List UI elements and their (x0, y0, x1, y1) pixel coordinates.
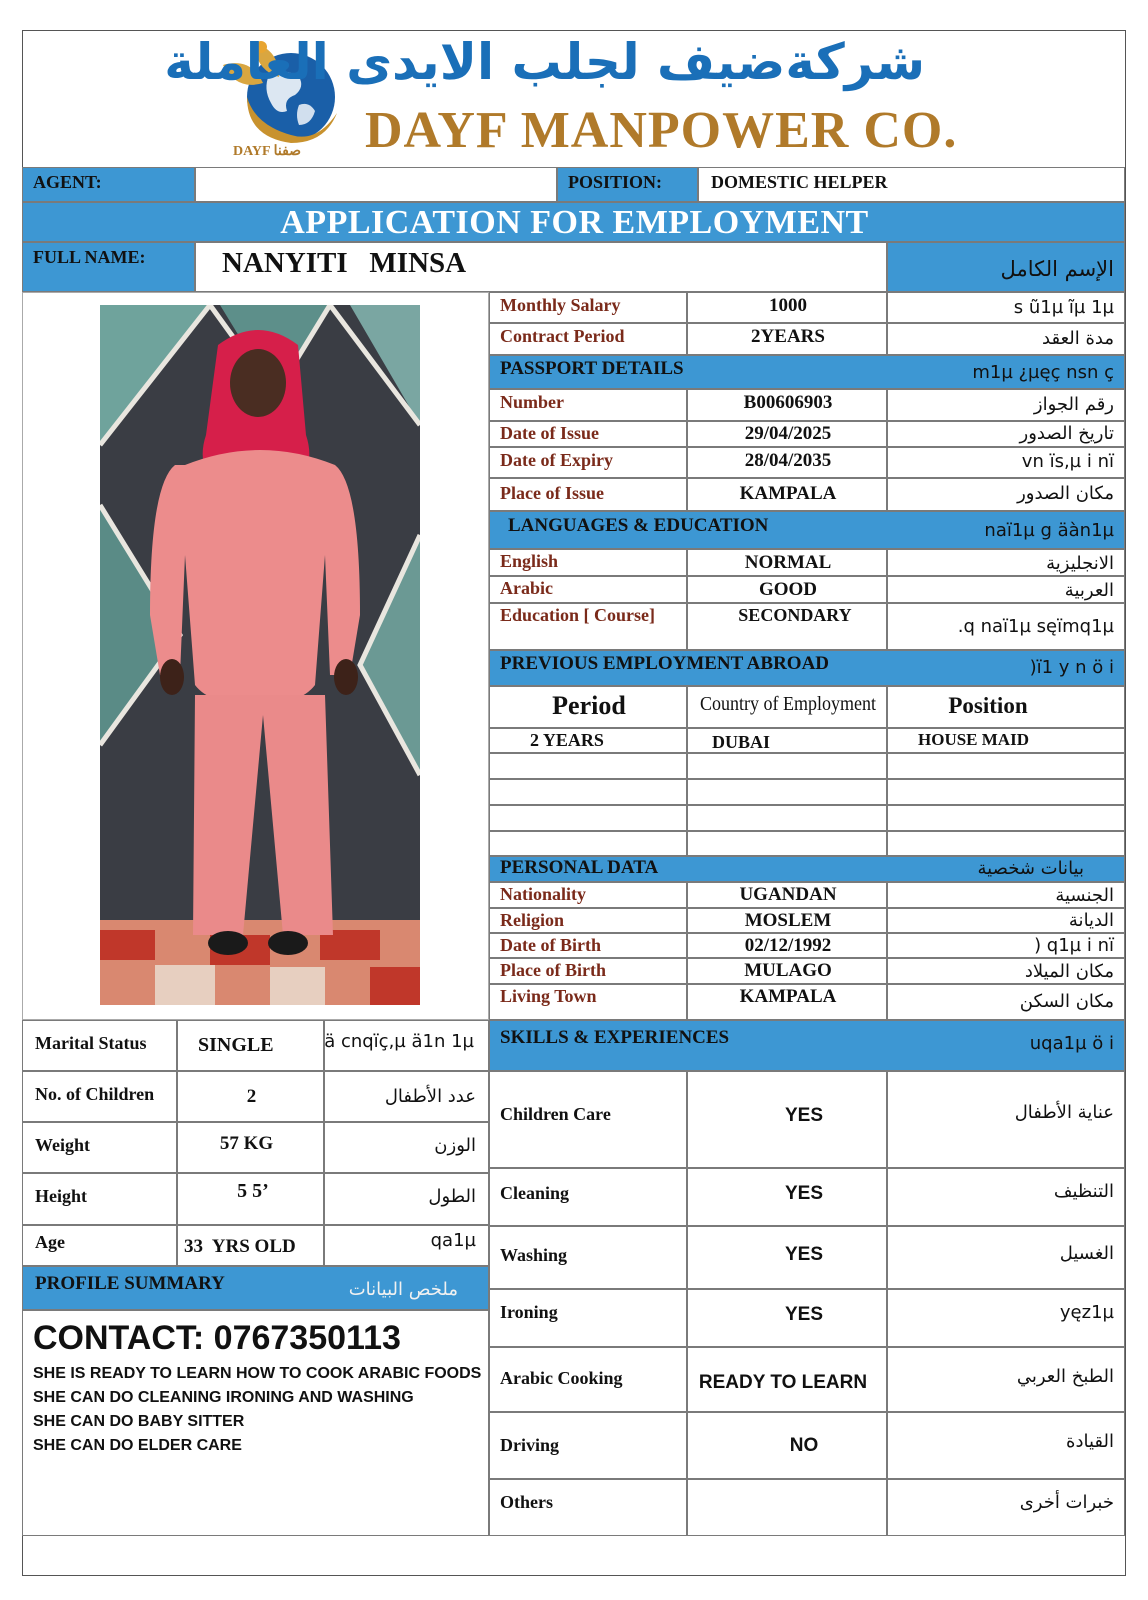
driving-value-cell (687, 1412, 887, 1479)
issue-place-arabic: مكان الصدور (1017, 483, 1114, 504)
age-arabic: qa1µ (430, 1230, 476, 1251)
expiry-date-value-cell (687, 447, 887, 478)
children-care-value: YES (784, 1105, 824, 1126)
arabic-value-cell (687, 576, 887, 603)
english-label: English (500, 551, 559, 571)
age-arabic-cell (324, 1225, 489, 1266)
company-name-arabic: شركةضيف لجلب الايدى العاملة (164, 33, 925, 91)
children-label-cell (22, 1071, 177, 1122)
svg-text:DAYF صفنا: DAYF صفنا (233, 144, 302, 159)
religion-label-cell (489, 908, 687, 933)
religion-arabic: الديانة (1068, 910, 1114, 931)
children-care-value-cell (687, 1071, 887, 1168)
town-arabic: مكان السكن (1019, 991, 1114, 1012)
ironing-arabic-cell (887, 1289, 1125, 1347)
prev-empty-cell (489, 753, 687, 779)
marital-value-cell (177, 1020, 324, 1071)
driving-value: NO (789, 1435, 819, 1456)
prev-position-cell (887, 728, 1125, 753)
nationality-value: UGANDAN (739, 884, 837, 905)
driving-label: Driving (500, 1435, 560, 1455)
arabic-arabic: العربية (1064, 580, 1114, 601)
position-col-header-cell (887, 686, 1125, 728)
contract-period-value-cell (687, 323, 887, 355)
ironing-value: YES (784, 1304, 824, 1325)
education-label: Education [ Course] (500, 605, 656, 625)
passport-number-label: Number (500, 392, 564, 412)
title-bar (22, 202, 1125, 242)
height-arabic: الطول (428, 1186, 476, 1207)
cleaning-arabic-cell (887, 1168, 1125, 1226)
arabic-label: Arabic (500, 578, 553, 598)
dob-arabic: ) q1µ i nï (1034, 935, 1114, 956)
applicant-photo (100, 305, 420, 1005)
weight-label: Weight (35, 1135, 91, 1155)
weight-label-cell (22, 1122, 177, 1173)
prev-country-value: DUBAI (712, 732, 771, 752)
languages-header (489, 511, 1125, 549)
prev-empty-cell (687, 831, 887, 856)
personal-header (489, 856, 1125, 882)
cleaning-arabic: التنظيف (1053, 1181, 1114, 1202)
profile-line: SHE CAN DO CLEANING IRONING AND WASHING (33, 1389, 414, 1406)
salary-value-cell (687, 292, 887, 323)
cleaning-value: YES (784, 1183, 824, 1204)
fullname-value: NANYITI MINSA (222, 247, 467, 279)
age-label: Age (35, 1232, 65, 1252)
height-arabic-cell (324, 1173, 489, 1225)
pob-arabic: مكان الميلاد (1024, 961, 1114, 982)
education-arabic: .q naï1µ sęïmq1µ (957, 616, 1114, 637)
cooking-label-cell (489, 1347, 687, 1412)
issue-date-label-cell (489, 421, 687, 447)
religion-label: Religion (500, 910, 565, 930)
prev-empty-cell (887, 805, 1125, 831)
profile-header-arabic: ملخص البيانات (348, 1279, 458, 1300)
salary-label: Monthly Salary (500, 295, 621, 315)
contract-period-label: Contract Period (500, 326, 625, 346)
prev-empty-cell (887, 753, 1125, 779)
languages-header-label: LANGUAGES & EDUCATION (508, 515, 769, 536)
skills-header-arabic: uqa1µ ö i (1029, 1033, 1114, 1054)
english-label-cell (489, 549, 687, 576)
town-value-cell (687, 984, 887, 1020)
country-col-header-cell (687, 686, 887, 728)
height-label-cell (22, 1173, 177, 1225)
profile-line: SHE CAN DO BABY SITTER (33, 1413, 245, 1430)
languages-header-arabic: naï1µ g äàn1µ (984, 520, 1114, 541)
age-label-cell (22, 1225, 177, 1266)
cooking-value-cell (687, 1347, 887, 1412)
salary-arabic-cell (887, 292, 1125, 323)
arabic-arabic-cell (887, 576, 1125, 603)
dob-value: 02/12/1992 (744, 935, 832, 956)
fullname-value-cell (195, 242, 887, 292)
driving-label-cell (489, 1412, 687, 1479)
dob-label: Date of Birth (500, 935, 601, 955)
nationality-label: Nationality (500, 884, 587, 904)
country-col-header: Country of Employment (699, 693, 876, 715)
profile-header-label: PROFILE SUMMARY (35, 1273, 225, 1294)
issue-place-label-cell (489, 478, 687, 511)
education-label-cell (489, 603, 687, 650)
prev-period-value: 2 YEARS (530, 730, 604, 750)
religion-arabic-cell (887, 908, 1125, 933)
agent-label: AGENT: (33, 172, 102, 192)
english-value: NORMAL (744, 552, 832, 573)
position-value: DOMESTIC HELPER (711, 172, 888, 192)
dob-value-cell (687, 933, 887, 958)
photo-cell (22, 292, 489, 1020)
others-arabic: خبرات أخرى (1019, 1492, 1114, 1513)
nationality-arabic-cell (887, 882, 1125, 908)
height-label: Height (35, 1186, 87, 1206)
passport-header-arabic: m1µ ¿µęç nsn ç (972, 362, 1114, 383)
prev-empty-cell (687, 805, 887, 831)
agent-value-cell (195, 167, 557, 202)
cleaning-label: Cleaning (500, 1183, 570, 1203)
washing-arabic-cell (887, 1226, 1125, 1289)
issue-place-value-cell (687, 478, 887, 511)
children-care-label: Children Care (500, 1104, 611, 1124)
expiry-date-value: 28/04/2035 (744, 450, 832, 471)
previous-header (489, 650, 1125, 686)
skills-header (489, 1020, 1125, 1071)
washing-label: Washing (500, 1245, 568, 1265)
marital-label: Marital Status (35, 1033, 147, 1053)
dob-label-cell (489, 933, 687, 958)
skills-header-label: SKILLS & EXPERIENCES (500, 1027, 730, 1048)
pob-value-cell (687, 958, 887, 984)
cleaning-label-cell (489, 1168, 687, 1226)
children-arabic: عدد الأطفال (384, 1086, 476, 1107)
age-value-cell (177, 1225, 324, 1266)
children-arabic-cell (324, 1071, 489, 1122)
passport-number-arabic-cell (887, 389, 1125, 421)
prev-empty-cell (887, 831, 1125, 856)
profile-body (22, 1310, 489, 1536)
prev-position-value: HOUSE MAID (918, 730, 1029, 749)
period-col-header-cell (489, 686, 687, 728)
weight-arabic: الوزن (434, 1135, 476, 1156)
passport-header-label: PASSPORT DETAILS (500, 358, 684, 379)
personal-header-arabic: بيانات شخصية (977, 858, 1084, 879)
ironing-arabic: yęz1µ (1059, 1302, 1114, 1323)
nationality-arabic: الجنسية (1055, 885, 1114, 906)
weight-value: 57 KG (219, 1133, 274, 1154)
ironing-label-cell (489, 1289, 687, 1347)
pob-label-cell (489, 958, 687, 984)
position-label-cell (557, 167, 698, 202)
education-arabic-cell (887, 603, 1125, 650)
age-value: 33 YRS OLD (184, 1236, 296, 1257)
weight-arabic-cell (324, 1122, 489, 1173)
passport-number-label-cell (489, 389, 687, 421)
education-value-cell (687, 603, 887, 650)
salary-arabic: s ũ1µ ĩµ 1µ (1013, 297, 1114, 318)
children-label: No. of Children (35, 1084, 155, 1104)
children-value-cell (177, 1071, 324, 1122)
washing-value: YES (784, 1244, 824, 1265)
cooking-label: Arabic Cooking (500, 1368, 623, 1388)
previous-header-label: PREVIOUS EMPLOYMENT ABROAD (500, 653, 830, 674)
washing-value-cell (687, 1226, 887, 1289)
expiry-date-arabic-cell (887, 447, 1125, 478)
arabic-label-cell (489, 576, 687, 603)
arabic-value: GOOD (758, 579, 818, 600)
english-value-cell (687, 549, 887, 576)
children-care-arabic: عناية الأطفال (1014, 1102, 1114, 1123)
contract-period-arabic-cell (887, 323, 1125, 355)
town-label: Living Town (500, 986, 597, 1006)
issue-place-label: Place of Issue (500, 483, 604, 503)
issue-date-value: 29/04/2025 (744, 423, 832, 444)
company-header (23, 31, 1125, 167)
expiry-date-label-cell (489, 447, 687, 478)
religion-value: MOSLEM (744, 910, 832, 931)
profile-line: SHE IS READY TO LEARN HOW TO COOK ARABIC FOODS (33, 1365, 482, 1382)
passport-number-value: B00606903 (743, 392, 833, 413)
education-value: SECONDARY (738, 605, 852, 625)
fullname-arabic-cell (887, 242, 1125, 292)
position-col-header: Position (948, 693, 1028, 718)
prev-country-cell (687, 728, 887, 753)
position-value-cell (698, 167, 1125, 202)
driving-arabic-cell (887, 1412, 1125, 1479)
contract-period-value: 2YEARS (751, 326, 825, 347)
nationality-value-cell (687, 882, 887, 908)
children-care-label-cell (489, 1071, 687, 1168)
profile-line: SHE CAN DO ELDER CARE (33, 1437, 242, 1454)
washing-arabic: الغسيل (1059, 1243, 1114, 1264)
pob-label: Place of Birth (500, 960, 606, 980)
expiry-date-arabic: vn ïs,µ i nï (1021, 451, 1114, 472)
town-label-cell (489, 984, 687, 1020)
marital-arabic-cell (324, 1020, 489, 1071)
profile-header (22, 1266, 489, 1310)
town-arabic-cell (887, 984, 1125, 1020)
children-care-arabic-cell (887, 1071, 1125, 1168)
passport-number-value-cell (687, 389, 887, 421)
prev-empty-cell (489, 779, 687, 805)
pob-arabic-cell (887, 958, 1125, 984)
agent-label-cell (22, 167, 195, 202)
marital-arabic: ä cnqïç,µ ä1n 1µ (324, 1031, 474, 1052)
height-value-cell (177, 1173, 324, 1225)
expiry-date-label: Date of Expiry (500, 450, 613, 470)
issue-date-value-cell (687, 421, 887, 447)
form-title: APPLICATION FOR EMPLOYMENT (280, 204, 869, 241)
ironing-label: Ironing (500, 1302, 558, 1322)
cooking-value: READY TO LEARN (698, 1372, 868, 1393)
contract-period-arabic: مدة العقد (1042, 328, 1114, 349)
salary-value: 1000 (769, 295, 807, 316)
pob-value: MULAGO (744, 960, 832, 981)
issue-place-value: KAMPALA (739, 483, 837, 504)
cleaning-value-cell (687, 1168, 887, 1226)
others-label-cell (489, 1479, 687, 1536)
fullname-arabic: الإسم الكامل (1000, 257, 1114, 281)
nationality-label-cell (489, 882, 687, 908)
prev-empty-cell (687, 779, 887, 805)
dob-arabic-cell (887, 933, 1125, 958)
prev-period-cell (489, 728, 687, 753)
prev-empty-cell (887, 779, 1125, 805)
town-value: KAMPALA (739, 986, 837, 1007)
ironing-value-cell (687, 1289, 887, 1347)
others-value-cell (687, 1479, 887, 1536)
children-value: 2 (246, 1086, 257, 1107)
cooking-arabic-cell (887, 1347, 1125, 1412)
cooking-arabic: الطبخ العربي (1016, 1366, 1114, 1387)
passport-header (489, 355, 1125, 389)
english-arabic: الانجليزية (1046, 553, 1114, 574)
position-label: POSITION: (568, 172, 663, 192)
salary-label-cell (489, 292, 687, 323)
height-value: 5 5’ (237, 1180, 269, 1202)
religion-value-cell (687, 908, 887, 933)
prev-empty-cell (489, 805, 687, 831)
others-label: Others (500, 1492, 553, 1512)
fullname-label: FULL NAME: (33, 247, 146, 267)
english-arabic-cell (887, 549, 1125, 576)
personal-header-label: PERSONAL DATA (500, 857, 659, 878)
washing-label-cell (489, 1226, 687, 1289)
driving-arabic: القيادة (1066, 1431, 1114, 1452)
previous-header-arabic: )ï1 y n ö i (1029, 657, 1114, 678)
fullname-label-cell (22, 242, 195, 292)
period-col-header: Period (552, 691, 626, 720)
issue-date-label: Date of Issue (500, 423, 599, 443)
issue-place-arabic-cell (887, 478, 1125, 511)
contract-period-label-cell (489, 323, 687, 355)
others-arabic-cell (887, 1479, 1125, 1536)
prev-empty-cell (687, 753, 887, 779)
contact-phone: CONTACT: 0767350113 (33, 1319, 401, 1357)
prev-empty-cell (489, 831, 687, 856)
marital-value: SINGLE (198, 1034, 274, 1056)
weight-value-cell (177, 1122, 324, 1173)
marital-label-cell (22, 1020, 177, 1071)
company-name-english: DAYF MANPOWER CO. (365, 102, 958, 159)
issue-date-arabic: تاريخ الصدور (1019, 423, 1114, 444)
passport-number-arabic: رقم الجواز (1033, 394, 1114, 415)
issue-date-arabic-cell (887, 421, 1125, 447)
